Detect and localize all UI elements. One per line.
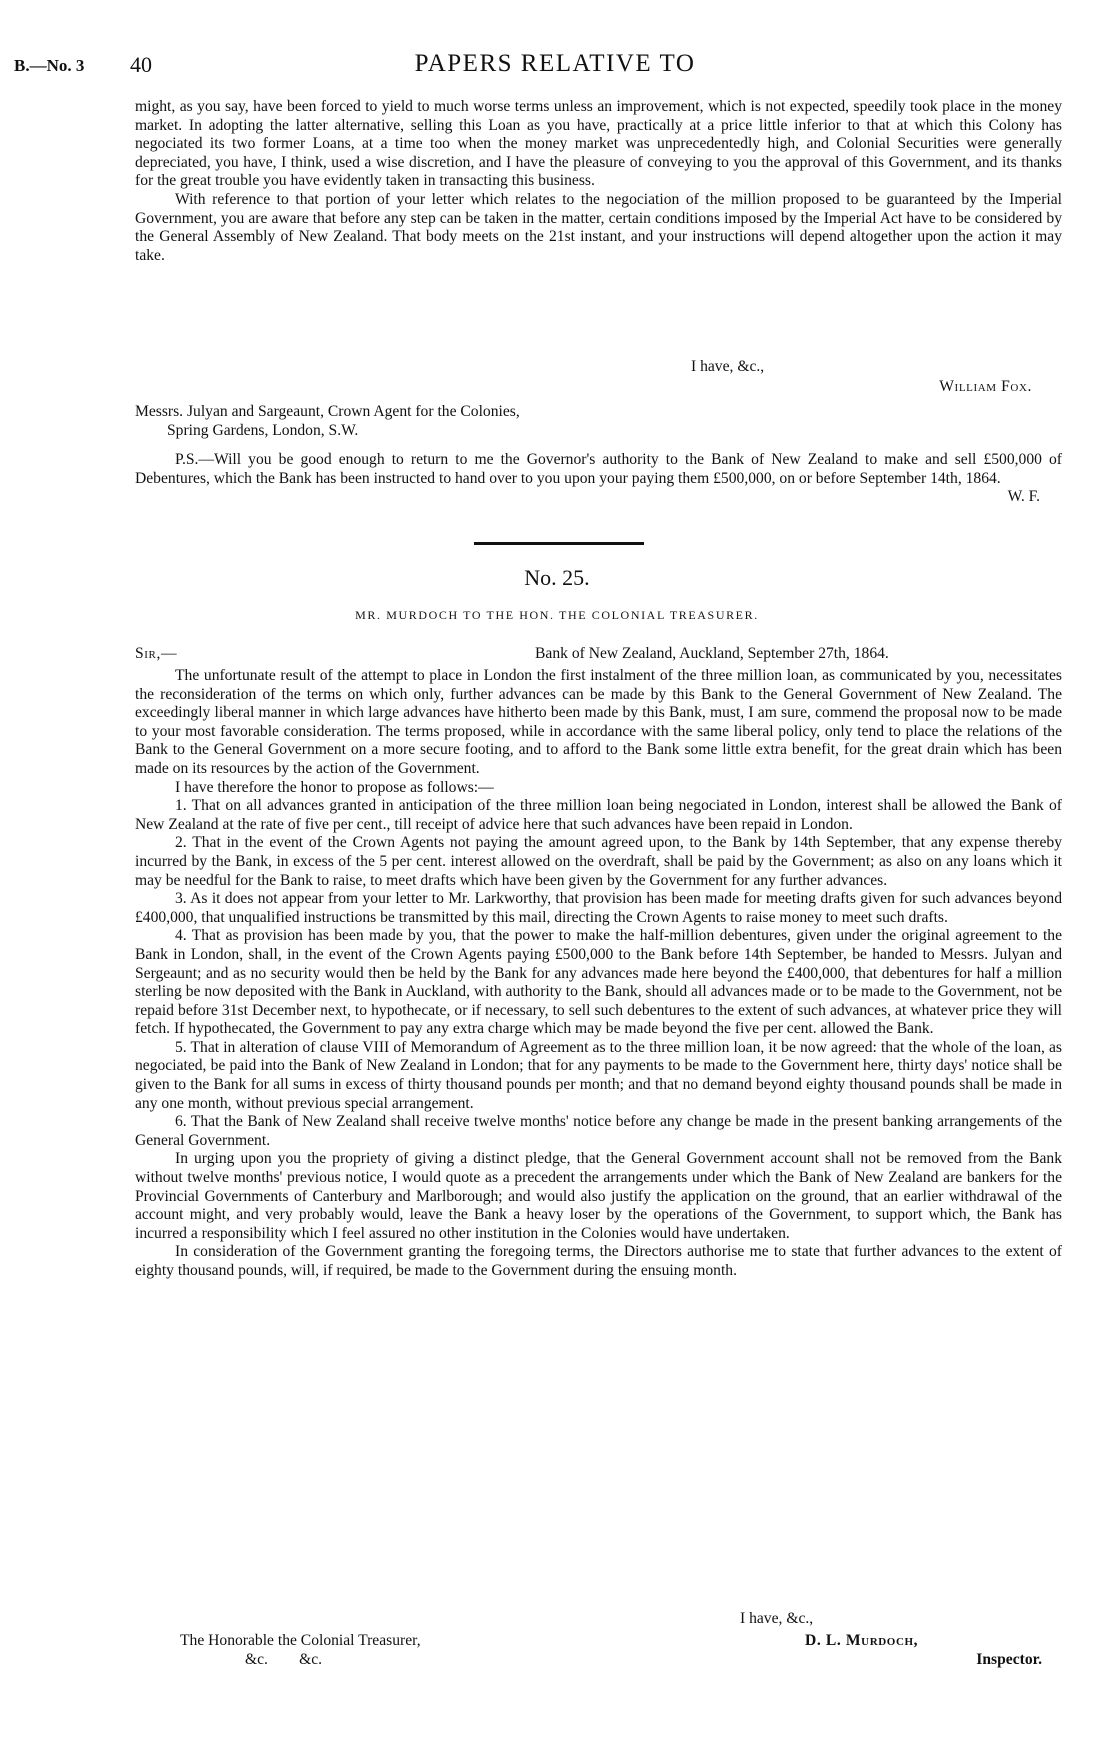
section-divider — [474, 542, 644, 545]
postscript: P.S.—Will you be good enough to return to me the Governor's authority to the Bank of New Zealand to make and sell £500,000 of Debentures, which the Bank has been instructed to hand over to you upon your paying them £500,000, on or before September 14th, 1864. — [135, 451, 1062, 487]
place-and-date: Bank of New Zealand, Auckland, September 27th, 1864. — [535, 645, 889, 662]
proposal-item: 6. That the Bank of New Zealand shall receive twelve months' notice before any change be made in the present banking arrangements of the General Government. — [135, 1113, 1062, 1149]
page-header — [14, 50, 1096, 80]
letter-murdoch-signature — [135, 1632, 1062, 1669]
proposal-item: 4. That as provision has been made by you, that the power to make the half-million debentures, given under the original agreement to the Bank in London, shall, in the event of the Crown Agents paying £500,000 to the Bank before 14th September, be handed to Messrs. Julyan and Sergeaunt; and as no security would then be held by the Bank for any advances made here beyond the £400,000, that debentures for half a million sterling be now deposited with the Bank in Auckland, with authority to the Bank, should all advances made or to be made to the Government, not be repaid before 31st December next, to hypothecate, or if necessary, to sell such debentures to the extent of such advances, at whatever price they will fetch. If hypothecated, the Government to pay any extra charge which may be made beyond the five per cent. allowed the Bank. — [135, 927, 1062, 1038]
signature-title: Inspector. — [976, 1650, 1042, 1668]
proposal-item: 5. That in alteration of clause VIII of Memorandum of Agreement as to the three million loan, it be now agreed: that the whole of the loan, as negociated, be paid into the Bank of New Zealand in London; that for any payments to be made to the Government here, thirty days' notice shall be given to the Bank for all sums in excess of thirty thousand pounds per month; and that no demand beyond eighty thousand pounds shall be made in any one month, without previous special arrangement. — [135, 1038, 1062, 1112]
letter-fox-addressee — [135, 403, 1062, 440]
postscript-block — [135, 451, 1062, 507]
paragraph: The unfortunate result of the attempt to place in London the first instalment of the three million loan, as communicated by you, necessitates the reconsideration of the terms on which only, further advances can be made by this Bank to the General Government of New Zealand. The exceedingly liberal manner in which large advances have hitherto been made by this Bank, must, I am sure, commend the proposal now to be made to your most favorable consideration. The terms proposed, while in accordance with the same liberal policy, only tend to place the relations of the Bank to the General Government on a more secure footing, and to afford to the Bank some little extra benefit, for the great drain which has been made on its resources by the action of the Government. — [135, 667, 1062, 777]
letter-murdoch-dateline — [135, 645, 1062, 664]
signature: D. L. Murdoch, — [805, 1632, 919, 1649]
document-number: No. 25. — [524, 565, 590, 590]
letter-fox-continuation — [135, 98, 1062, 265]
proposal-item: 1. That on all advances granted in anticipation of the three million loan being negociated in London, interest shall be allowed the Bank of New Zealand at the rate of five per cent., till receipt of advice here that such advances have been repaid in London. — [135, 797, 1062, 833]
proposal-item: 3. As it does not appear from your letter to Mr. Larkworthy, that provision has been made for meeting drafts given for such advances beyond £400,000, that unqualified instructions be transmitted by this mail, directing the Crown Agents to raise money to meet such drafts. — [135, 890, 1062, 926]
closing-phrase: I have, &c., — [691, 358, 765, 375]
running-title: PAPERS RELATIVE TO — [414, 50, 696, 77]
paragraph: might, as you say, have been forced to yield to much worse terms unless an improvement, which is not expected, speedily took place in the money market. In adopting the latter alternative, selling this Loan as you have, practically at a price little inferior to that at which this Colony has negociated its two former Loans, at a time too when the money market was unprecedentedly high, and Colonial Securities were generally depreciated, you have, I think, used a wise discretion, and I have the pleasure of conveying to you the approval of this Government, and its thanks for the great trouble you have evidently taken in transacting this business. — [135, 98, 1062, 190]
addressee-line: Messrs. Julyan and Sargeaunt, Crown Agent for the Colonies, — [135, 403, 520, 420]
addressee-line: The Honorable the Colonial Treasurer, — [180, 1632, 421, 1649]
paragraph: I have therefore the honor to propose as follows:— — [175, 778, 494, 796]
addressee-line: &c. &c. — [245, 1650, 323, 1668]
page-number: 40 — [130, 52, 152, 77]
paragraph: In consideration of the Government granting the foregoing terms, the Directors authorise me to state that further advances to the extent of eighty thousand pounds, will, if required, be made to the Government during the ensuing month. — [135, 1243, 1062, 1279]
paragraph: With reference to that portion of your letter which relates to the negociation of the million proposed to be guaranteed by the Imperial Government, you are aware that before any step can be taken in the matter, certain conditions imposed by the Imperial Act have to be considered by the General Assembly of New Zealand. That body meets on the 21st instant, and your instructions will depend altogether upon the action it may take. — [135, 190, 1062, 264]
letter-fox-closing — [135, 358, 1062, 396]
letter-murdoch-closing — [135, 1610, 1062, 1629]
paragraph: In urging upon you the propriety of giving a distinct pledge, that the General Government account shall not be removed from the Bank without twelve months' previous notice, I would quote as a precedent the arrangements under which the Bank of New Zealand are bankers for the Provincial Governments of Canterbury and Marlborough; and would also justify the application on the ground, that an earlier withdrawal of the account might, and very probably would, leave the Bank a heavy loser by the operations of the Government, to support which, the Bank has incurred a responsibility which I feel assured no other institution in the Colonies would have undertaken. — [135, 1150, 1062, 1242]
signature: William Fox. — [939, 377, 1032, 395]
salutation: Sir,— — [135, 645, 178, 662]
addressee-line: Spring Gardens, London, S.W. — [167, 421, 359, 439]
document-heading: MR. MURDOCH TO THE HON. THE COLONIAL TREASURER. — [355, 608, 759, 622]
postscript-initials: W. F. — [1007, 488, 1040, 506]
document-reference: B.—No. 3 — [14, 56, 85, 75]
closing-phrase: I have, &c., — [740, 1610, 814, 1627]
letter-murdoch-body — [135, 667, 1062, 1281]
proposal-item: 2. That in the event of the Crown Agents not paying the amount agreed upon, to the Bank by 14th September, that any expense thereby incurred by the Bank, in excess of the 5 per cent. interest allowed on the overdraft, shall be paid by the Government; as also on any loans which it may be needful for the Bank to raise, to meet drafts which have been given by the Government for any further advances. — [135, 834, 1062, 889]
